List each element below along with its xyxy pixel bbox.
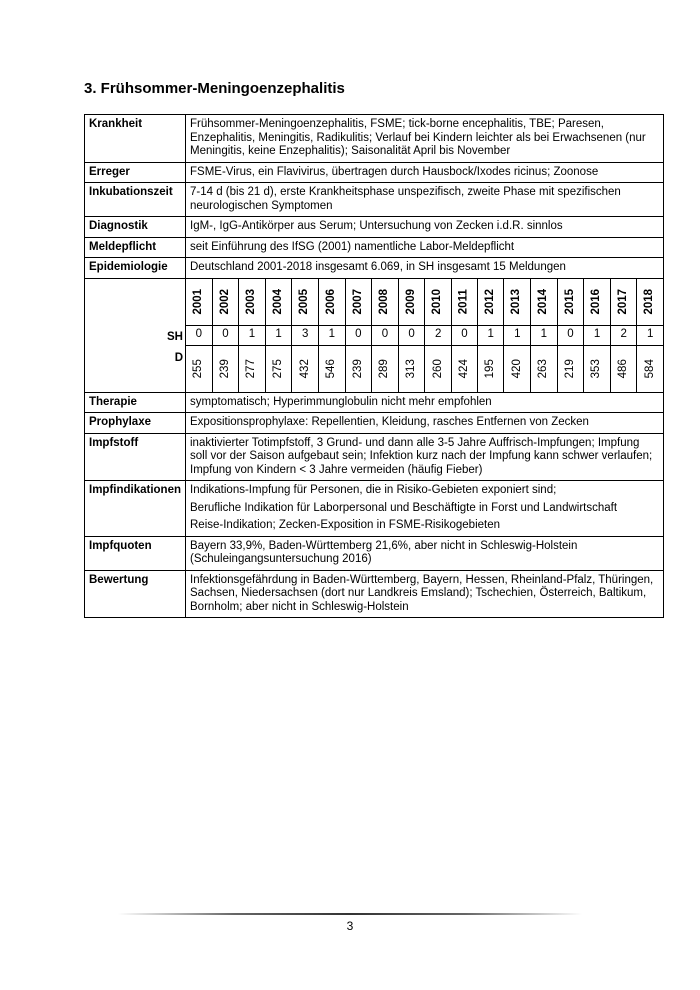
d-value: 289 — [378, 358, 391, 379]
d-value: 353 — [590, 358, 603, 379]
d-value: 486 — [616, 358, 629, 379]
d-cell — [239, 345, 266, 392]
d-cell — [610, 345, 637, 392]
year-value: 2016 — [590, 288, 603, 315]
sh-cell — [557, 325, 584, 345]
row-value — [186, 413, 664, 434]
year-value: 2018 — [643, 288, 656, 315]
table-row — [85, 162, 664, 183]
row-label: Impfindikationen — [85, 481, 186, 537]
sh-value: 2 — [434, 328, 442, 341]
row-value: IgM-, IgG-Antikörper aus Serum; Untersuchung von Zecken i.d.R. sinnlos — [186, 217, 664, 238]
row-label: Erreger — [85, 162, 186, 183]
sh-cell — [398, 325, 425, 345]
d-value: 260 — [431, 358, 444, 379]
year-value: 2014 — [537, 288, 550, 315]
d-value: 420 — [510, 358, 523, 379]
year-value: 2004 — [271, 288, 284, 315]
d-cell — [265, 345, 292, 392]
stats-label-cell — [85, 278, 186, 392]
row-value — [186, 536, 664, 570]
sh-row — [186, 325, 663, 345]
row-value: FSME-Virus, ein Flavivirus, übertragen durch Hausbock/Ixodes ricinus; Zoonose — [186, 162, 664, 183]
sh-value: 0 — [461, 328, 468, 341]
row-label: Impfquoten — [85, 536, 186, 570]
row-label: Epidemiologie — [85, 258, 186, 279]
year-value: 2011 — [457, 289, 470, 314]
sh-value: 0 — [408, 328, 415, 341]
year-cell — [345, 279, 372, 326]
d-value: 277 — [245, 358, 258, 379]
d-cell — [372, 345, 399, 392]
page-number: 3 — [346, 919, 354, 933]
sh-value: 1 — [248, 328, 256, 341]
sh-cell — [477, 325, 504, 345]
table-row — [85, 217, 664, 238]
year-cell — [584, 279, 611, 326]
year-value: 2013 — [510, 288, 523, 315]
sh-value: 2 — [620, 328, 627, 341]
row-label: Prophylaxe — [85, 413, 186, 434]
d-cell — [531, 345, 558, 392]
yearly-cases-table — [186, 279, 663, 392]
year-cell — [372, 279, 399, 326]
d-cell — [584, 345, 611, 392]
year-cell — [398, 279, 425, 326]
sh-label: SH — [167, 330, 183, 343]
sh-cell — [451, 325, 477, 345]
d-value: 584 — [643, 358, 656, 379]
sh-value: 1 — [593, 328, 601, 341]
row-paragraph: Infektionsgefährdung in Baden-Württemberg, Bayern, Hessen, Rheinland-Pfalz, Thüringen, Sachsen, Niedersachsen (dort nur Landkreis Emsland); Tschechien, Österreich, Baltikum, Bornholm; aber nicht in Schleswig-Holstein — [190, 573, 654, 613]
sh-cell — [637, 325, 663, 345]
table-row — [85, 413, 664, 434]
year-cell — [610, 279, 637, 326]
year-value: 2015 — [563, 288, 576, 315]
row-paragraph: Expositionsprophylaxe: Repellentien, Kleidung, rasches Entfernen von Zecken — [190, 416, 589, 428]
row-paragraph: symptomatisch; Hyperimmunglobulin nicht mehr empfohlen — [190, 395, 492, 408]
sh-cell — [531, 325, 558, 345]
sh-cell — [584, 325, 611, 345]
d-cell — [292, 345, 319, 392]
sh-value: 1 — [487, 328, 494, 341]
sh-cell — [372, 325, 399, 345]
sh-value: 0 — [567, 328, 574, 341]
year-cell — [451, 279, 477, 326]
row-value — [186, 481, 664, 537]
year-value: 2009 — [404, 288, 417, 315]
year-value: 2012 — [483, 288, 496, 315]
d-value: 239 — [351, 358, 364, 379]
row-label: Bewertung — [85, 570, 186, 618]
table-row — [85, 481, 664, 537]
d-value: 195 — [483, 358, 496, 379]
sh-value: 0 — [195, 328, 202, 341]
d-value: 255 — [192, 358, 205, 379]
row-value — [186, 433, 664, 481]
d-cell — [477, 345, 504, 392]
row-paragraph: inaktivierter Totimpfstoff, 3 Grund- und dann alle 3-5 Jahre Auffrisch-Impfungen; Impfung soll vor der Saison aufgebaut sein; Infektion kurz nach der Impfung kann schwer verlaufen; Impfung von Kindern < 3 Jahre vermeiden (häufig Fieber) — [190, 436, 653, 476]
sh-cell — [186, 325, 212, 345]
sh-cell — [425, 325, 452, 345]
row-value: Frühsommer-Meningoenzephalitis, FSME; tick-borne encephalitis, TBE; Paresen, Enzephalitis, Meningitis, Radikulitis; Verlauf bei Kindern leichter als bei Erwachsenen (nur Meningitis, keine Enzephalitis); Saisonalität April bis November — [186, 115, 664, 163]
table-row — [85, 433, 664, 481]
sh-cell — [504, 325, 531, 345]
sh-value: 0 — [355, 328, 362, 341]
d-value: 275 — [271, 358, 284, 379]
year-cell — [425, 279, 452, 326]
d-cell — [318, 345, 345, 392]
years-row — [186, 279, 663, 326]
row-label: Krankheit — [85, 115, 186, 163]
d-value: 239 — [218, 358, 231, 379]
year-cell — [557, 279, 584, 326]
table-row — [85, 115, 664, 163]
row-value: Deutschland 2001-2018 insgesamt 6.069, in SH insgesamt 15 Meldungen — [186, 258, 664, 279]
d-value: 424 — [457, 358, 470, 379]
sh-value: 1 — [275, 328, 282, 341]
d-label: D — [174, 351, 183, 364]
row-value: seit Einführung des IfSG (2001) namentliche Labor-Meldepflicht — [186, 237, 664, 258]
year-cell — [265, 279, 292, 326]
year-value: 2001 — [192, 288, 205, 315]
year-value: 2003 — [245, 288, 258, 315]
sh-value: 1 — [540, 328, 548, 341]
row-value — [186, 570, 664, 618]
d-cell — [398, 345, 425, 392]
sh-value: 3 — [301, 328, 309, 341]
sh-cell — [345, 325, 372, 345]
table-row — [85, 183, 664, 217]
d-cell — [212, 345, 239, 392]
disease-table — [84, 114, 664, 618]
d-cell — [451, 345, 477, 392]
d-cell — [345, 345, 372, 392]
row-label: Therapie — [85, 392, 186, 413]
year-cell — [531, 279, 558, 326]
d-cell — [186, 345, 212, 392]
d-cell — [637, 345, 663, 392]
d-value: 546 — [325, 358, 338, 379]
year-value: 2007 — [351, 288, 364, 315]
row-value — [186, 392, 664, 413]
sh-value: 1 — [514, 328, 521, 341]
d-cell — [557, 345, 584, 392]
sh-value: 0 — [381, 328, 389, 341]
sh-cell — [318, 325, 345, 345]
table-row — [85, 536, 664, 570]
stats-row — [85, 278, 664, 392]
row-paragraph: Berufliche Indikation für Laborpersonal und Beschäftigte in Forst und Landwirtschaft — [190, 501, 618, 514]
sh-value: 0 — [222, 328, 229, 341]
year-cell — [477, 279, 504, 326]
year-cell — [292, 279, 319, 326]
year-cell — [637, 279, 663, 326]
table-row — [85, 237, 664, 258]
footer-divider — [118, 913, 582, 915]
year-value: 2006 — [325, 288, 338, 315]
row-label: Impfstoff — [85, 433, 186, 481]
d-value: 313 — [404, 358, 417, 379]
section-title: 3. Frühsommer-Meningoenzephalitis — [84, 80, 345, 97]
d-value: 263 — [537, 358, 550, 379]
sh-value: 1 — [647, 328, 654, 341]
d-value: 432 — [298, 358, 311, 379]
row-value: 7-14 d (bis 21 d), erste Krankheitsphase unspezifisch, zweite Phase mit spezifischen neurologischen Symptomen — [186, 183, 664, 217]
row-label: Inkubationszeit — [85, 183, 186, 217]
d-cell — [425, 345, 452, 392]
table-row — [85, 570, 664, 618]
year-cell — [239, 279, 266, 326]
year-value: 2008 — [378, 288, 391, 315]
sh-value: 1 — [328, 328, 335, 341]
year-value: 2005 — [298, 288, 311, 315]
sh-cell — [239, 325, 266, 345]
d-cell — [504, 345, 531, 392]
sh-cell — [610, 325, 637, 345]
stats-cell — [186, 278, 664, 392]
year-value: 2010 — [431, 288, 444, 315]
year-value: 2002 — [218, 288, 231, 315]
table-row — [85, 392, 664, 413]
row-label: Meldepflicht — [85, 237, 186, 258]
d-value: 219 — [563, 358, 576, 379]
row-paragraph: Bayern 33,9%, Baden-Württemberg 21,6%, aber nicht in Schleswig-Holstein (Schuleingangsuntersuchung 2016) — [190, 539, 578, 565]
d-row — [186, 345, 663, 392]
year-cell — [212, 279, 239, 326]
year-cell — [318, 279, 345, 326]
year-cell — [504, 279, 531, 326]
sh-cell — [292, 325, 319, 345]
sh-cell — [212, 325, 239, 345]
row-paragraph: Reise-Indikation; Zecken-Exposition in FSME-Risikogebieten — [190, 519, 501, 531]
row-paragraph: Indikations-Impfung für Personen, die in Risiko-Gebieten exponiert sind; — [190, 484, 557, 496]
row-label: Diagnostik — [85, 217, 186, 238]
year-cell — [186, 279, 212, 326]
table-row — [85, 258, 664, 279]
year-value: 2017 — [616, 288, 629, 315]
sh-cell — [265, 325, 292, 345]
